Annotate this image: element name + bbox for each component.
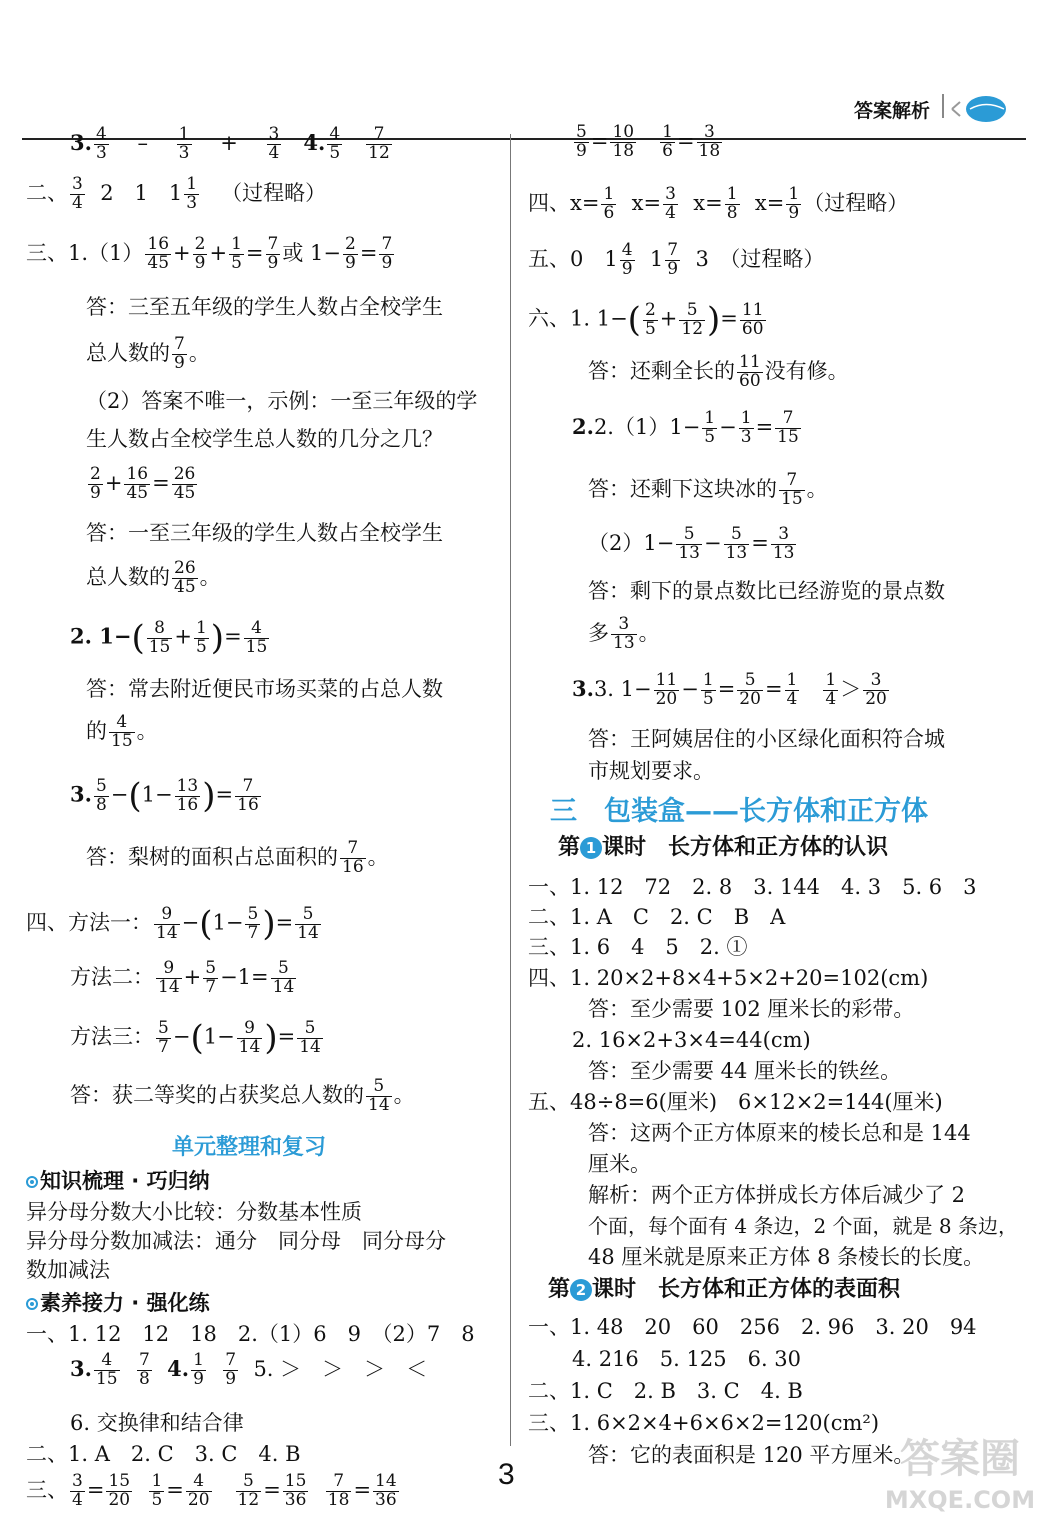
answer-text: 市规划要求。 [588, 759, 714, 783]
answer-text: 三、1. 6 4 5 2. ① [528, 935, 748, 959]
leaf-ornament-icon [948, 92, 1008, 126]
answer-line: 四、方法一： $\frac{9}{14}$ −(1− $\frac{5}{7}$ )= $\frac{5}{14}$ [26, 903, 319, 944]
answer-text: 二、1. A C 2. C B A [528, 905, 786, 929]
lesson-heading: 第 2 课时 长方体和正方体的表面积 [548, 1277, 901, 1302]
answer-text: 答：这两个正方体原来的棱长总和是 144 [588, 1121, 971, 1145]
explanation-text: 解析：两个正方体拼成长方体后减少了 2 [588, 1183, 966, 1207]
answer-line: 六、1. 1−( $\frac{2}{5}$ + $\frac{5}{12}$ )= $\frac{11}{60}$ [528, 299, 764, 340]
answer-text: 三、1. 6×2×4+6×6×2=120(cm²) [528, 1411, 880, 1435]
page-number: 3 [498, 1458, 515, 1491]
answer-text: 答：三至五年级的学生人数占全校学生 [86, 295, 443, 319]
summary-text: 异分母分数加减法：通分 同分母 同分母分 [26, 1229, 446, 1253]
answer-line: 答：梨树的面积占总面积的 $\frac{7}{16}$ 。 [86, 838, 389, 877]
answer-line: 答：还剩全长的 $\frac{11}{60}$ 没有修。 [588, 352, 849, 391]
answer-line: $\frac{5}{9}$ = $\frac{10}{18}$ $\frac{1}{6}$ = $\frac{3}{18}$ [576, 122, 721, 161]
watermark-title: 答案圈 [900, 1436, 1020, 1482]
chapter-title: 三 包装盒——长方体和正方体 [550, 796, 928, 827]
answer-line: （2）1− $\frac{5}{13}$ − $\frac{5}{13}$ = $\frac{3}{13}$ [588, 524, 795, 563]
watermark-logo [880, 1420, 1040, 1520]
answer-text: 答：剩下的景点数比已经游览的景点数 [588, 579, 945, 603]
answer-text: 6. 交换律和结合律 [70, 1411, 244, 1435]
answer-line: 3.3. 1− $\frac{11}{20}$ − $\frac{1}{5}$ = $\frac{5}{20}$ = $\frac{1}{4}$ $\frac{1}{4}$ ＞ $\frac{3}{20}$ [572, 670, 887, 709]
answer-line: 多 $\frac{3}{13}$ 。 [588, 614, 660, 653]
answer-text: 四、1. 20×2+8×4+5×2+20=102(cm) [528, 966, 929, 990]
answer-line: 方法三： $\frac{5}{7}$ −(1− $\frac{9}{14}$ )= $\frac{5}{14}$ [70, 1017, 321, 1058]
answer-line: 3. $\frac{5}{8}$ −(1− $\frac{13}{16}$ )= $\frac{7}{16}$ [70, 775, 259, 816]
header-title: 答案解析 [853, 100, 930, 122]
left-column [26, 126, 500, 1523]
subsection-heading: 知识梳理 · 巧归纳 [26, 1168, 500, 1199]
answer-text: 厘米。 [588, 1152, 651, 1176]
answer-text: 答：常去附近便民市场买菜的占总人数 [86, 677, 443, 701]
answer-text: 答：至少需要 102 厘米长的彩带。 [588, 997, 915, 1021]
answer-text: 4. 216 5. 125 6. 30 [572, 1347, 802, 1371]
answer-text: 二、1. C 2. B 3. C 4. B [528, 1379, 803, 1403]
summary-text: 数加减法 [26, 1258, 110, 1282]
answer-line: 答：获二等奖的占获奖总人数的 $\frac{5}{14}$ 。 [70, 1076, 415, 1115]
explanation-text: 个面，每个面有 4 条边，2 个面，就是 8 条边， [588, 1214, 1018, 1238]
answer-line: 方法二： $\frac{9}{14}$ + $\frac{5}{7}$ −1= $\frac{5}{14}$ [70, 958, 295, 997]
answer-line: 3. $\frac{4}{3}$ – $\frac{1}{3}$ + $\frac{3}{4}$ 4. $\frac{4}{5}$ $\frac{7}{12}$ [70, 124, 390, 163]
summary-text: 异分母分数大小比较：分数基本性质 [26, 1200, 362, 1224]
bullet-icon [26, 1298, 38, 1310]
lesson-number-badge: 1 [580, 837, 602, 859]
answer-line: 三、1.（1） $\frac{16}{45}$ + $\frac{2}{9}$ + $\frac{1}{5}$ = $\frac{7}{9}$ 或 1− $\frac{2}{9}$ = $\frac{7}{9}$ [26, 234, 393, 273]
answer-text: 答：王阿姨居住的小区绿化面积符合城 [588, 727, 945, 751]
answer-text: 五、48÷8=6(厘米) 6×12×2=144(厘米) [528, 1090, 943, 1114]
unit-title: 单元整理和复习 [172, 1135, 327, 1160]
header-separator [942, 94, 944, 118]
watermark-url: MXQE.COM [884, 1486, 1036, 1514]
answer-text: 答：至少需要 44 厘米长的铁丝。 [588, 1059, 902, 1083]
answer-line: $\frac{2}{9}$ + $\frac{16}{45}$ = $\frac{26}{45}$ [90, 464, 196, 503]
answer-line: 3. $\frac{4}{15}$ $\frac{7}{8}$ 4. $\frac{1}{9}$ $\frac{7}{9}$ 5. ＞ ＞ ＞ ＜ [70, 1350, 428, 1389]
answer-text: 二、1. A 2. C 3. C 4. B [26, 1442, 301, 1466]
column-divider [510, 134, 511, 1446]
answer-line: 的 $\frac{4}{15}$ 。 [86, 712, 158, 751]
answer-text: 一、1. 12 72 2. 8 3. 144 4. 3 5. 6 3 [528, 875, 977, 899]
explanation-text: 48 厘米就是原来正方体 8 条棱长的长度。 [588, 1245, 985, 1269]
answer-line: 五、0 1 $\frac{4}{9}$ 1 $\frac{7}{9}$ 3 （过程略） [528, 240, 825, 279]
answer-text: 2. 16×2+3×4=44(cm) [572, 1028, 811, 1052]
answer-text: 一、1. 48 20 60 256 2. 96 3. 20 94 [528, 1315, 977, 1339]
answer-line: 2. 1−( $\frac{8}{15}$ + $\frac{1}{5}$ )= $\frac{4}{15}$ [70, 617, 268, 658]
answer-line: 三、 $\frac{3}{4}$ = $\frac{15}{20}$ $\frac{1}{5}$ = $\frac{4}{20}$ $\frac{5}{12}$ = $\frac{15}{36}$ $\frac{7}{18}$ = $\frac{14}{36}$ [26, 1471, 397, 1510]
answer-text: （2）答案不唯一，示例：一至三年级的学 [86, 389, 478, 413]
subsection-heading: 素养接力 · 强化练 [26, 1290, 500, 1321]
answer-line: 2.2.（1）1− $\frac{1}{5}$ − $\frac{1}{3}$ = $\frac{7}{15}$ [572, 408, 799, 447]
answer-line: 二、 $\frac{3}{4}$ 2 1 1 $\frac{1}{3}$ （过程略） [26, 174, 327, 213]
answer-text: 答：它的表面积是 120 平方厘米。 [588, 1443, 915, 1467]
answer-line: 答：还剩下这块冰的 $\frac{7}{15}$ 。 [588, 470, 828, 509]
lesson-number-badge: 2 [570, 1279, 592, 1301]
answer-line: 总人数的 $\frac{7}{9}$ 。 [86, 334, 210, 373]
answer-line: 总人数的 $\frac{26}{45}$ 。 [86, 558, 221, 597]
lesson-heading: 第 1 课时 长方体和正方体的认识 [558, 835, 889, 860]
answer-text: 答：一至三年级的学生人数占全校学生 [86, 521, 443, 545]
bullet-icon [26, 1176, 38, 1188]
answer-text: 一、1. 12 12 18 2.（1）6 9 （2）7 8 [26, 1322, 475, 1346]
answer-line: 四、x= $\frac{1}{6}$ x= $\frac{3}{4}$ x= $\frac{1}{8}$ x= $\frac{1}{9}$ （过程略） [528, 184, 909, 223]
right-column [528, 122, 1033, 1474]
answer-text: 生人数占全校学生总人数的几分之几？ [86, 427, 443, 451]
